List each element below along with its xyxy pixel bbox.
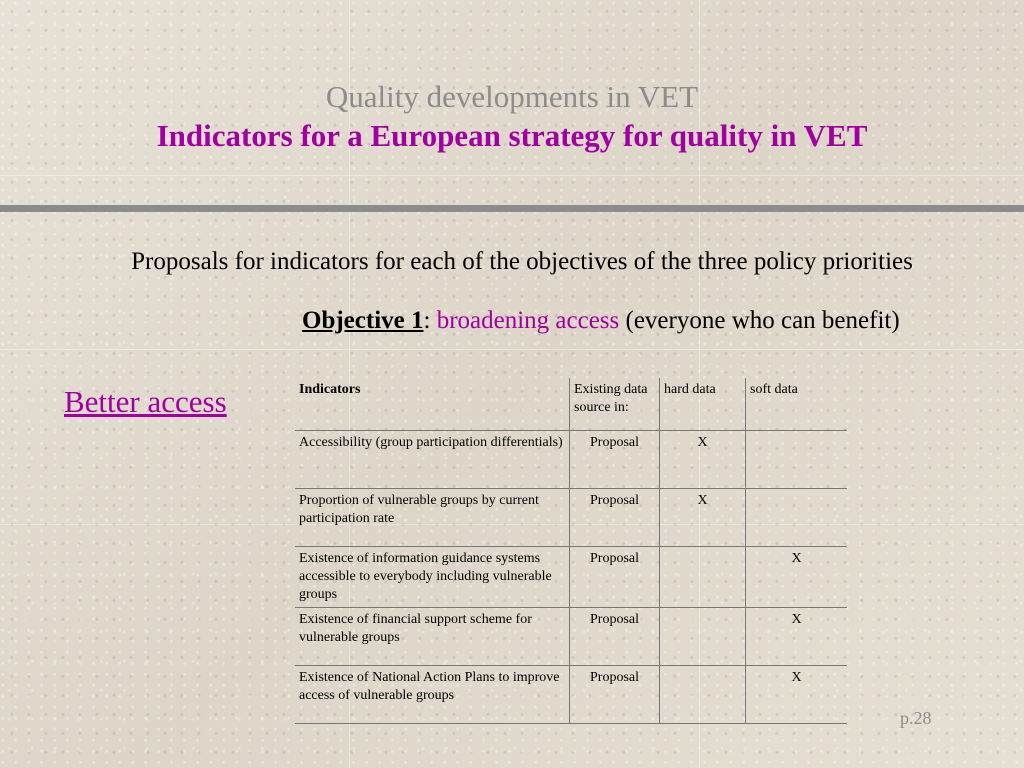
indicator-cell: Existence of information guidance systems accessible to everybody including vulnerable groups bbox=[295, 546, 570, 607]
soft-data-cell: X bbox=[746, 665, 848, 723]
source-cell: Proposal bbox=[570, 488, 660, 546]
proposals-text: Proposals for indicators for each of the objectives of the three policy priorities bbox=[131, 248, 913, 275]
objective-separator: : bbox=[423, 307, 431, 334]
hard-data-cell bbox=[660, 607, 746, 665]
header-hard-data: hard data bbox=[660, 378, 746, 430]
objective-note: (everyone who can benefit) bbox=[625, 307, 900, 334]
table-row bbox=[295, 546, 847, 607]
table-row bbox=[295, 430, 847, 488]
page-number: p.28 bbox=[900, 708, 932, 728]
slide-title bbox=[0, 78, 1024, 156]
table-row bbox=[295, 488, 847, 546]
better-access-link[interactable]: Better access bbox=[64, 384, 227, 419]
source-cell: Proposal bbox=[570, 546, 660, 607]
indicator-cell: Existence of National Action Plans to improve access of vulnerable groups bbox=[295, 665, 570, 723]
title-line-1: Quality developments in VET bbox=[325, 79, 699, 114]
soft-data-cell: X bbox=[746, 546, 848, 607]
source-cell: Proposal bbox=[570, 665, 660, 723]
indicator-cell: Existence of financial support scheme for vulnerable groups bbox=[295, 607, 570, 665]
header-existing-data-source: Existing data source in: bbox=[570, 378, 660, 430]
indicator-cell: Accessibility (group participation differentials) bbox=[295, 430, 570, 488]
hard-data-cell bbox=[660, 546, 746, 607]
header-indicators: Indicators bbox=[295, 378, 570, 430]
indicator-cell: Proportion of vulnerable groups by current participation rate bbox=[295, 488, 570, 546]
hard-data-cell: X bbox=[660, 430, 746, 488]
background-seam bbox=[0, 175, 1024, 176]
background-seam bbox=[0, 349, 1024, 350]
objective-name: broadening access bbox=[436, 307, 620, 334]
table-row bbox=[295, 607, 847, 665]
objective-line bbox=[302, 307, 900, 335]
title-line-2: Indicators for a European strategy for quality in VET bbox=[156, 118, 868, 153]
title-divider bbox=[0, 205, 1024, 212]
soft-data-cell: X bbox=[746, 607, 848, 665]
table-header-row bbox=[295, 378, 847, 430]
header-soft-data: soft data bbox=[746, 378, 848, 430]
soft-data-cell bbox=[746, 430, 848, 488]
hard-data-cell: X bbox=[660, 488, 746, 546]
hard-data-cell bbox=[660, 665, 746, 723]
objective-label: Objective 1 bbox=[302, 307, 424, 334]
soft-data-cell bbox=[746, 488, 848, 546]
indicators-table bbox=[295, 378, 847, 724]
source-cell: Proposal bbox=[570, 607, 660, 665]
table-row bbox=[295, 665, 847, 723]
source-cell: Proposal bbox=[570, 430, 660, 488]
